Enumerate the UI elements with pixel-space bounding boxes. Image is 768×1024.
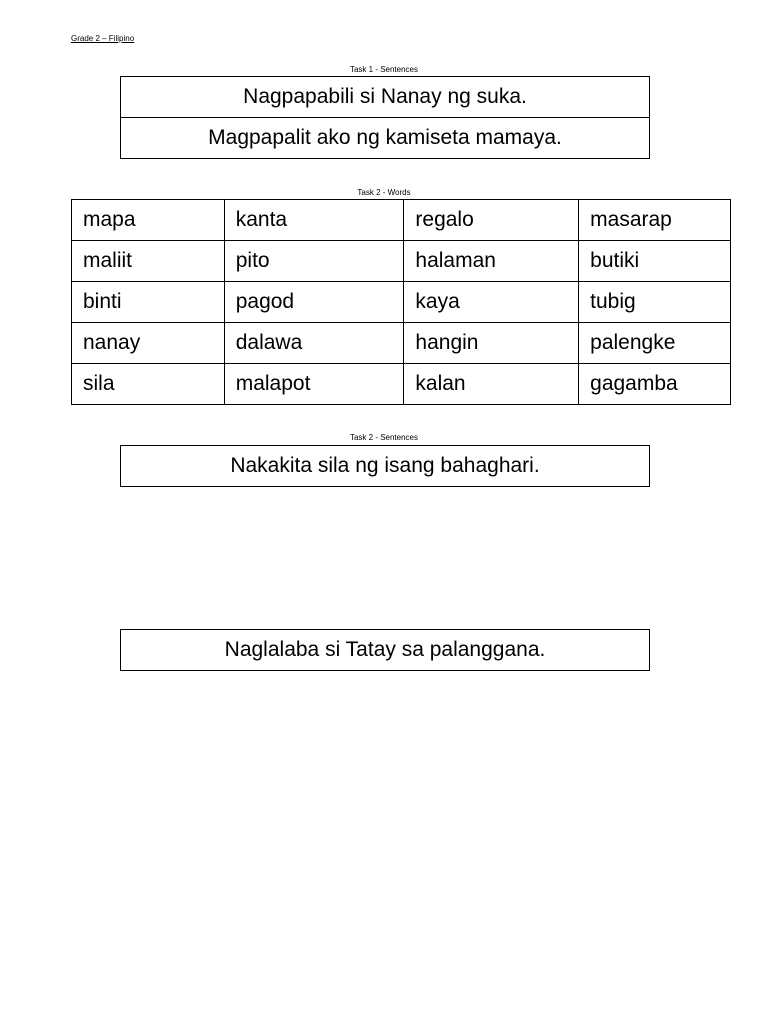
word-cell: maliit — [72, 241, 225, 282]
task1-sentences-table — [120, 76, 650, 159]
word-cell: hangin — [404, 323, 579, 364]
word-cell: kanta — [224, 200, 404, 241]
word-cell: sila — [72, 364, 225, 405]
word-cell: nanay — [72, 323, 225, 364]
word-cell: masarap — [579, 200, 731, 241]
table-row — [121, 630, 650, 671]
sentence-cell: Nakakita sila ng isang bahaghari. — [121, 446, 650, 487]
task2-sentence-b-table — [120, 629, 650, 671]
word-cell: regalo — [404, 200, 579, 241]
word-cell: pagod — [224, 282, 404, 323]
task2-sentence-a-table — [120, 445, 650, 487]
word-cell: pito — [224, 241, 404, 282]
task2-words-caption: Task 2 - Words — [357, 188, 411, 197]
words-table — [71, 199, 731, 405]
sentence-cell: Magpapalit ako ng kamiseta mamaya. — [121, 118, 650, 159]
page-header: Grade 2 – Filipino — [71, 34, 135, 43]
table-row — [121, 446, 650, 487]
word-cell: halaman — [404, 241, 579, 282]
word-cell: malapot — [224, 364, 404, 405]
table-row — [121, 118, 650, 159]
table-row — [121, 77, 650, 118]
table-row — [72, 364, 731, 405]
table-row — [72, 241, 731, 282]
word-cell: kalan — [404, 364, 579, 405]
word-cell: palengke — [579, 323, 731, 364]
word-cell: kaya — [404, 282, 579, 323]
table-row — [72, 282, 731, 323]
task2-sentences-caption: Task 2 - Sentences — [349, 433, 419, 442]
word-cell: dalawa — [224, 323, 404, 364]
task1-caption: Task 1 - Sentences — [349, 65, 419, 74]
word-cell: butiki — [579, 241, 731, 282]
table-row — [72, 200, 731, 241]
word-cell: mapa — [72, 200, 225, 241]
word-cell: gagamba — [579, 364, 731, 405]
sentence-cell: Naglalaba si Tatay sa palanggana. — [121, 630, 650, 671]
word-cell: binti — [72, 282, 225, 323]
sentence-cell: Nagpapabili si Nanay ng suka. — [121, 77, 650, 118]
table-row — [72, 323, 731, 364]
word-cell: tubig — [579, 282, 731, 323]
